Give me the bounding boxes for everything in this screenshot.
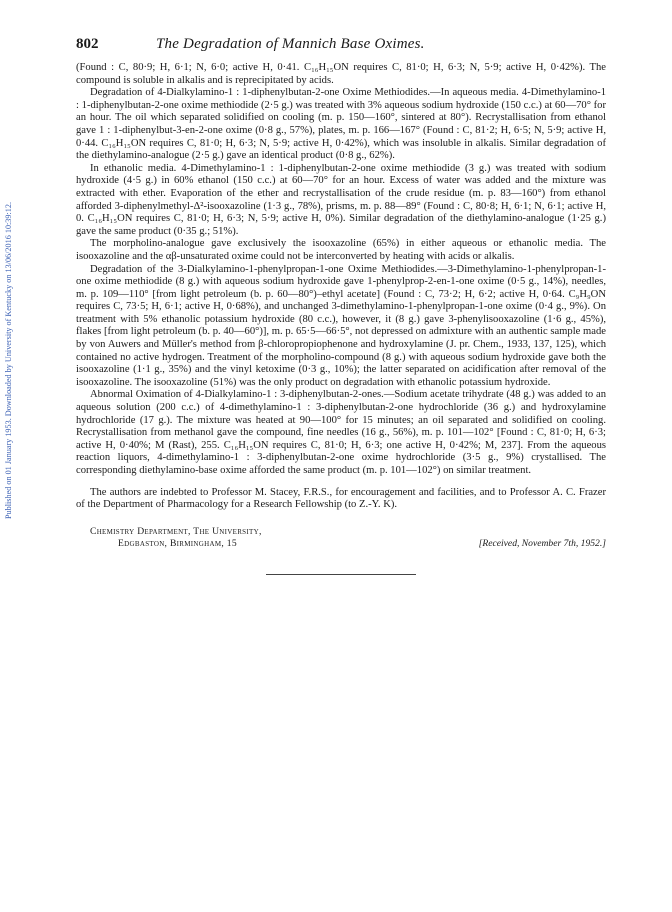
article-body [76, 62, 606, 512]
received-date: [Received, November 7th, 1952.] [478, 537, 606, 549]
address-line-2: Edgbaston, Birmingham, 15 [118, 537, 237, 549]
journal-page [76, 36, 606, 575]
paragraph-abnormal-oximation: Abnormal Oximation of 4-Dialkylamino-1 : 3-diphenylbutan-2-ones.—Sodium acetate trihydrate (48 g.) was added to an aqueous solution (200 c.c.) of 4-dimethylamino-1 : 3-diphenylbutan-2-one hydrochloride (36 g.) and hydroxylamine hydrochloride (17 g.). The mixture was heated at 90—100° for 15 minutes; an oil separated and solidified on cooling. Recrystallisation from methanol gave the compound, fine needles (16 g., 56%), m. p. 101—102° [Found : C, 81·0; H, 6·3; active H, 0·40%; M (Rast), 255. C₁₆H₁₅ON requires C, 81·0; H, 6·3; one active H, 0·42%; M, 237]. From the aqueous reaction liquors, 4-dimethylamino-1 : 3-diphenylbutan-2-one oxime hydrochloride (3·5 g., 9%) crystallised. The corresponding diethylamino-base oxime afforded the same product (m. p. 101—102°) on similar treatment. [76, 389, 606, 476]
paragraph-propan-1-one-degradation: Degradation of the 3-Dialkylamino-1-phenylpropan-1-one Oxime Methiodides.—3-Dimethylamino-1-phenylpropan-1-one oxime methiodide (8 g.) with aqueous sodium hydroxide gave 1-phenylprop-2-en-1-one oxime (0·5 g., 14%), needles, m. p. 109—110° [from light petroleum (b. p. 60—80°)–ethyl acetate] (Found : C, 73·2; H, 6·2; active H, 0·64. C₉H₉ON requires C, 73·5; H, 6·1; active H, 0·68%), and unchanged 3-dimethylamino-1-phenylpropan-1-one oxime (0·4 g., 9%). On treatment with 5% ethanolic potassium hydroxide (80 c.c.), however, it (8 g.) gave 3-phenylisooxazoline (1·6 g., 45%), flakes [from light petroleum (b. p. 40—60°)], m. p. 65·5—66·5°, not depressed on admixture with an authentic sample made by von Auwers and Müller's method from β-chloropropiophenone and hydroxylamine (J. pr. Chem., 1933, 137, 125), which contained no active hydrogen. Treatment of the morpholino-compound (8 g.) with aqueous sodium hydroxide gave both the isooxazoline (1·1 g., 35%) and the vinyl ketoxime (0·3 g., 10%); the latter separated on acidification after removal of the isooxazoline. The isooxazoline (51%) was the only product on degradation with ethanolic potassium hydroxide. [76, 263, 606, 388]
page-header [76, 36, 606, 62]
end-rule [266, 574, 416, 575]
download-notice: Published on 01 January 1953. Downloaded by University of Kentucky on 13/06/2016 10:39:12. [4, 201, 13, 519]
paragraph-acknowledgements: The authors are indebted to Professor M. Stacey, F.R.S., for encouragement and facilities, and to Professor A. C. Frazer of the Department of Pharmacology for a Research Fellowship (to Z.-Y. K). [76, 486, 606, 511]
affiliation-block [76, 526, 606, 550]
affiliation-address [76, 526, 262, 550]
paragraph-morpholino-analogue: The morpholino-analogue gave exclusively the isooxazoline (65%) in either aqueous or ethanolic media. The isooxazoline and the αβ-unsaturated oxime could not be interconverted by heating with acids or alkalis. [76, 238, 606, 262]
paragraph-ethanolic-media: In ethanolic media. 4-Dimethylamino-1 : 1-diphenylbutan-2-one oxime methiodide (3 g.) was treated with sodium hydroxide (4·5 g.) in 60% ethanol (150 c.c.) at 60—70° for an hour. Excess of water was added and the mixture was extracted with ether. Evaporation of the ether and recrystallisation of the crude residue (m. p. 83—160°) from ethanol afforded 3-diphenylmethyl-Δ²-isooxazoline (1·3 g., 78%), prisms, m. p. 88—89° (Found : C, 80·8; H, 6·1; N, 6·1; active H, 0. C₁₆H₁₅ON requires C, 81·0; H, 6·3; N, 5·9; active H, 0%). Similar degradation of the diethylamino-analogue (1·25 g.) gave the same product (0·35 g.; 51%). [76, 162, 606, 237]
paragraph-found-continuation: (Found : C, 80·9; H, 6·1; N, 6·0; active H, 0·41. C₁₆H₁₅ON requires C, 81·0; H, 6·3; N, 5·9; active H, 0·42%). The compound is soluble in alkalis and is reprecipitated by acids. [76, 62, 606, 86]
running-title: The Degradation of Mannich Base Oximes. [156, 36, 425, 52]
address-line-1: Chemistry Department, The University, [90, 525, 262, 537]
page-number: 802 [76, 36, 99, 52]
paragraph-butan-2-one-degradation: Degradation of 4-Dialkylamino-1 : 1-diphenylbutan-2-one Oxime Methiodides.—In aqueous media. 4-Dimethylamino-1 : 1-diphenylbutan-2-one oxime methiodide (2·5 g.) was treated with 3% aqueous sodium hydroxide (150 c.c.) at 60—70° for an hour. The oil which separated solidified on cooling (m. p. 150—160°, sintered at 80°). Recrystallisation from ethanol gave 1 : 1-diphenylbut-3-en-2-one oxime (0·8 g., 57%), plates, m. p. 166—167° (Found : C, 81·2; H, 6·5; N, 5·9; active H, 0·44. C₁₆H₁₅ON requires C, 81·0; H, 6·3; N, 5·9; active H, 0·42%), which was insoluble in alkalis. Similar degradation of the diethylamino-analogue (2·5 g.) gave an identical product (0·8 g., 62%). [76, 87, 606, 162]
